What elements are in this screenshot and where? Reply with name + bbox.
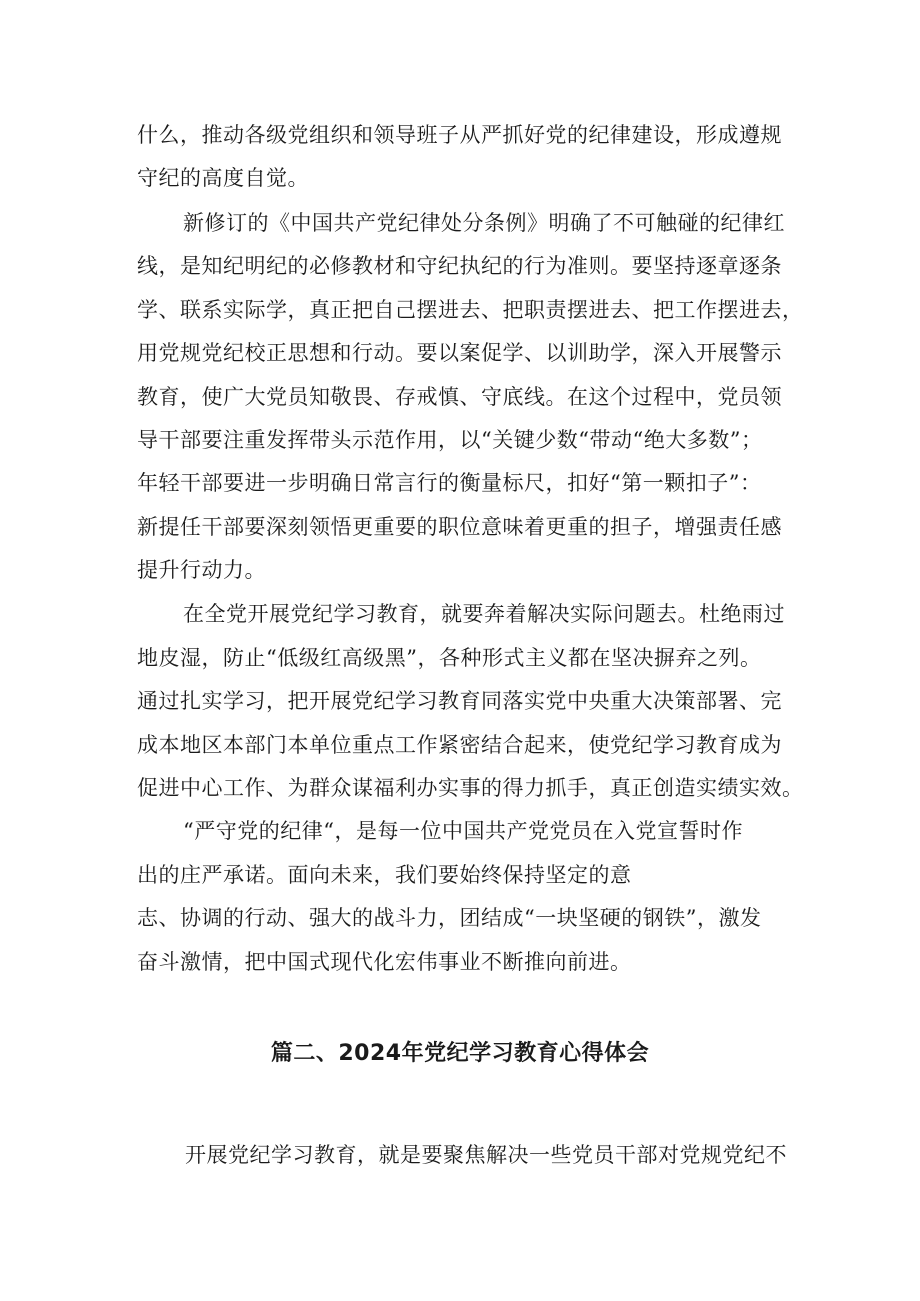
paragraph-2-line-9: 提升行动力。	[137, 558, 266, 582]
paragraph-3-line-3: 通过扎实学习，把开展党纪学习教育同落实党中央重大决策部署、完	[137, 689, 782, 713]
paragraph-4-line-3: 志、协调的行动、强大的战斗力，团结成“一块坚硬的钢铁”，激发	[137, 906, 762, 930]
paragraph-2-line-7: 年轻干部要进一步明确日常言行的衡量标尺，扣好“第一颗扣子”：	[137, 471, 762, 495]
paragraph-2-line-6: 导干部要注重发挥带头示范作用，以“关键少数“带动“绝大多数”；	[137, 428, 763, 452]
paragraph-4-line-4: 奋斗激情，把中国式现代化宏伟事业不断推向前进。	[137, 950, 632, 974]
paragraph-3-line-1: 在全党开展党纪学习教育，就要奔着解决实际问题去。杜绝雨过	[183, 602, 785, 626]
paragraph-1-line-1: 什么，推动各级党组织和领导班子从严抓好党的纪律建设，形成遵规	[137, 123, 782, 147]
paragraph-2-line-5: 教育，使广大党员知敬畏、存戒慎、守底线。在这个过程中，党员领	[137, 385, 782, 409]
final-paragraph-line-1: 开展党纪学习教育，就是要聚焦解决一些党员干部对党规党纪不	[185, 1143, 787, 1167]
paragraph-2-line-8: 新提任干部要深刻领悟更重要的职位意味着更重的担子，增强责任感	[137, 515, 782, 539]
paragraph-3-line-2: 地皮湿，防止“低级红高级黑”，各种形式主义都在坚决摒弃之列。	[137, 646, 762, 670]
paragraph-2-line-3: 学、联系实际学，真正把自己摆进去、把职责摆进去、把工作摆进去，	[137, 298, 804, 322]
paragraph-2-line-1: 新修订的《中国共产党纪律处分条例》明确了不可触碰的纪律红	[183, 211, 785, 235]
paragraph-2-line-2: 线，是知纪明纪的必修教材和守纪执纪的行为准则。要坚持逐章逐条	[137, 254, 782, 278]
paragraph-4-line-2: 出的庄严承诺。面向未来，我们要始终保持坚定的意	[137, 863, 632, 887]
paragraph-2-line-4: 用党规党纪校正思想和行动。要以案促学、以训助学，深入开展警示	[137, 341, 782, 365]
paragraph-1-line-2: 守纪的高度自觉。	[137, 166, 309, 190]
section-heading: 篇二、2024年党纪学习教育心得体会	[270, 1041, 650, 1066]
paragraph-3-line-5: 促进中心工作、为群众谋福利办实事的得力抓手，真正创造实绩实效。	[137, 776, 804, 800]
paragraph-4-line-1: “严守党的纪律“，是每一位中国共产党党员在入党宣誓时作	[183, 819, 743, 843]
paragraph-3-line-4: 成本地区本部门本单位重点工作紧密结合起来，使党纪学习教育成为	[137, 733, 782, 757]
